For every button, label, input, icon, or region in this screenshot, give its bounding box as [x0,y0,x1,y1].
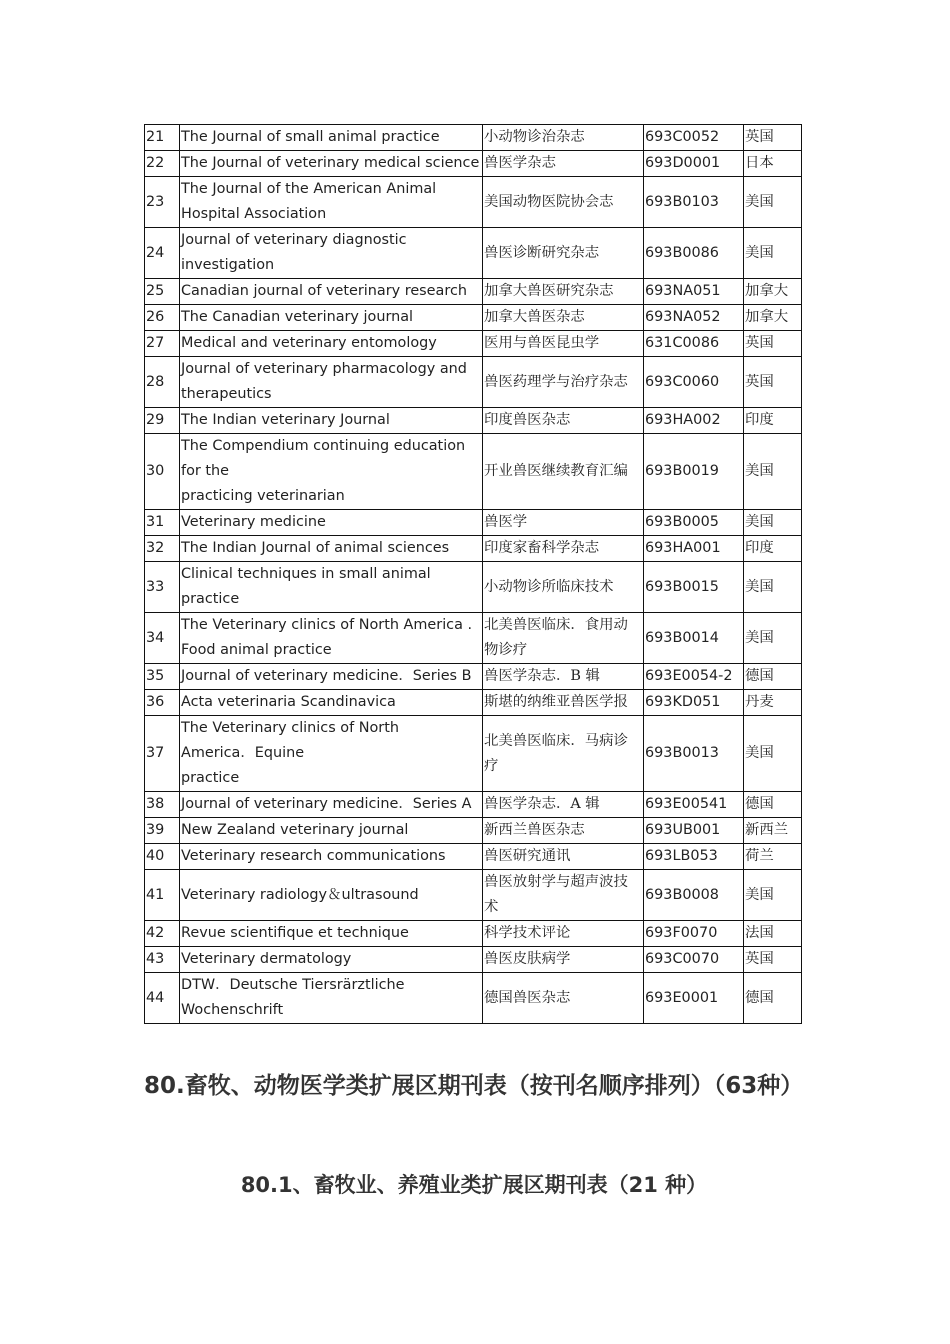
table-row [145,973,802,1024]
row-number: 28 [145,357,180,408]
row-number: 39 [145,818,180,844]
table-row [145,408,802,434]
table-row [145,613,802,664]
country: 荷兰 [744,844,802,870]
chinese-title: 印度兽医杂志 [483,408,644,434]
country: 德国 [744,792,802,818]
journal-title: Journal of veterinary medicine．Series B [180,664,483,690]
journal-table-body [145,125,802,1024]
table-row [145,510,802,536]
journal-title: Veterinary medicine [180,510,483,536]
table-row [145,664,802,690]
country: 英国 [744,357,802,408]
country: 美国 [744,228,802,279]
country: 丹麦 [744,690,802,716]
chinese-title: 加拿大兽医研究杂志 [483,279,644,305]
journal-title: The Indian Journal of animal sciences [180,536,483,562]
chinese-title: 兽医皮肤病学 [483,947,644,973]
country: 美国 [744,510,802,536]
journal-title: Revue scientifique et technique [180,921,483,947]
journal-title: New Zealand veterinary journal [180,818,483,844]
table-row [145,151,802,177]
table-row [145,536,802,562]
journal-title: The Canadian veterinary journal [180,305,483,331]
journal-code: 693E0001 [644,973,744,1024]
country: 加拿大 [744,279,802,305]
journal-code: 693D0001 [644,151,744,177]
journal-code: 693B0086 [644,228,744,279]
country: 英国 [744,947,802,973]
chinese-title: 医用与兽医昆虫学 [483,331,644,357]
journal-title: Canadian journal of veterinary research [180,279,483,305]
journal-title: Journal of veterinary medicine．Series A [180,792,483,818]
chinese-title: 科学技术评论 [483,921,644,947]
country: 美国 [744,870,802,921]
table-row [145,562,802,613]
journal-code: 693KD051 [644,690,744,716]
journal-code: 693F0070 [644,921,744,947]
country: 美国 [744,562,802,613]
journal-code: 693C0060 [644,357,744,408]
country: 印度 [744,408,802,434]
table-row [145,305,802,331]
journal-title: The Veterinary clinics of North America．Equine practice [180,716,483,792]
chinese-title: 兽医研究通讯 [483,844,644,870]
row-number: 23 [145,177,180,228]
table-row [145,177,802,228]
table-row [145,792,802,818]
row-number: 27 [145,331,180,357]
country: 英国 [744,125,802,151]
journal-title: Veterinary dermatology [180,947,483,973]
chinese-title: 开业兽医继续教育汇编 [483,434,644,510]
table-row [145,818,802,844]
journal-code: 693B0015 [644,562,744,613]
chinese-title: 小动物诊治杂志 [483,125,644,151]
country: 日本 [744,151,802,177]
row-number: 41 [145,870,180,921]
table-row [145,947,802,973]
row-number: 38 [145,792,180,818]
row-number: 25 [145,279,180,305]
country: 美国 [744,177,802,228]
journal-code: 693E00541 [644,792,744,818]
table-row [145,279,802,305]
journal-code: 693C0070 [644,947,744,973]
journal-code: 693B0103 [644,177,744,228]
journal-code: 693HA001 [644,536,744,562]
chinese-title: 德国兽医杂志 [483,973,644,1024]
journal-title: Acta veterinaria Scandinavica [180,690,483,716]
chinese-title: 兽医学杂志 [483,151,644,177]
table-row [145,434,802,510]
row-number: 32 [145,536,180,562]
row-number: 44 [145,973,180,1024]
journal-code: 693B0005 [644,510,744,536]
journal-title: Veterinary radiology＆ultrasound [180,870,483,921]
section-heading: 80.畜牧、动物医学类扩展区期刊表（按刊名顺序排列）（63种） [144,1073,804,1099]
journal-code: 693B0008 [644,870,744,921]
subsection-heading: 80.1、畜牧业、养殖业类扩展区期刊表（21 种） [240,1173,708,1197]
journal-title: The Journal of the American Animal Hospital Association [180,177,483,228]
journal-title: The Journal of small animal practice [180,125,483,151]
row-number: 31 [145,510,180,536]
chinese-title: 斯堪的纳维亚兽医学报 [483,690,644,716]
table-row [145,870,802,921]
row-number: 33 [145,562,180,613]
journal-title: Clinical techniques in small animal practice [180,562,483,613]
row-number: 35 [145,664,180,690]
journal-title: Journal of veterinary pharmacology and therapeutics [180,357,483,408]
country: 美国 [744,613,802,664]
row-number: 29 [145,408,180,434]
table-row [145,228,802,279]
table-row [145,690,802,716]
table-row [145,921,802,947]
chinese-title: 兽医诊断研究杂志 [483,228,644,279]
journal-title: DTW．Deutsche Tiersrärztliche Wochenschrift [180,973,483,1024]
journal-code: 693B0019 [644,434,744,510]
row-number: 24 [145,228,180,279]
journal-title: Medical and veterinary entomology [180,331,483,357]
journal-code: 693B0013 [644,716,744,792]
chinese-title: 北美兽医临床．食用动物诊疗 [483,613,644,664]
journal-title: The Indian veterinary Journal [180,408,483,434]
journal-title: Veterinary research communications [180,844,483,870]
country: 加拿大 [744,305,802,331]
journal-code: 693B0014 [644,613,744,664]
country: 法国 [744,921,802,947]
country: 新西兰 [744,818,802,844]
country: 美国 [744,716,802,792]
row-number: 43 [145,947,180,973]
row-number: 26 [145,305,180,331]
country: 美国 [744,434,802,510]
country: 德国 [744,664,802,690]
row-number: 22 [145,151,180,177]
journal-code: 693UB001 [644,818,744,844]
journal-code: 631C0086 [644,331,744,357]
journal-title: The Journal of veterinary medical science [180,151,483,177]
row-number: 30 [145,434,180,510]
chinese-title: 加拿大兽医杂志 [483,305,644,331]
row-number: 36 [145,690,180,716]
chinese-title: 新西兰兽医杂志 [483,818,644,844]
journal-code: 693E0054-2 [644,664,744,690]
row-number: 34 [145,613,180,664]
journal-title: Journal of veterinary diagnostic investigation [180,228,483,279]
country: 德国 [744,973,802,1024]
row-number: 37 [145,716,180,792]
journal-code: 693NA052 [644,305,744,331]
journal-table [144,124,802,1024]
table-row [145,357,802,408]
journal-code: 693NA051 [644,279,744,305]
chinese-title: 印度家畜科学杂志 [483,536,644,562]
chinese-title: 兽医放射学与超声波技术 [483,870,644,921]
table-row [145,125,802,151]
country: 印度 [744,536,802,562]
journal-code: 693C0052 [644,125,744,151]
chinese-title: 小动物诊所临床技术 [483,562,644,613]
journal-code: 693HA002 [644,408,744,434]
chinese-title: 兽医学杂志．B 辑 [483,664,644,690]
chinese-title: 兽医药理学与治疗杂志 [483,357,644,408]
row-number: 42 [145,921,180,947]
chinese-title: 兽医学 [483,510,644,536]
journal-title: The Veterinary clinics of North America . Food animal practice [180,613,483,664]
journal-code: 693LB053 [644,844,744,870]
table-row [145,844,802,870]
row-number: 40 [145,844,180,870]
chinese-title: 美国动物医院协会志 [483,177,644,228]
chinese-title: 北美兽医临床．马病诊疗 [483,716,644,792]
row-number: 21 [145,125,180,151]
table-row [145,716,802,792]
table-row [145,331,802,357]
country: 英国 [744,331,802,357]
chinese-title: 兽医学杂志．A 辑 [483,792,644,818]
journal-title: The Compendium continuing education for the practicing veterinarian [180,434,483,510]
